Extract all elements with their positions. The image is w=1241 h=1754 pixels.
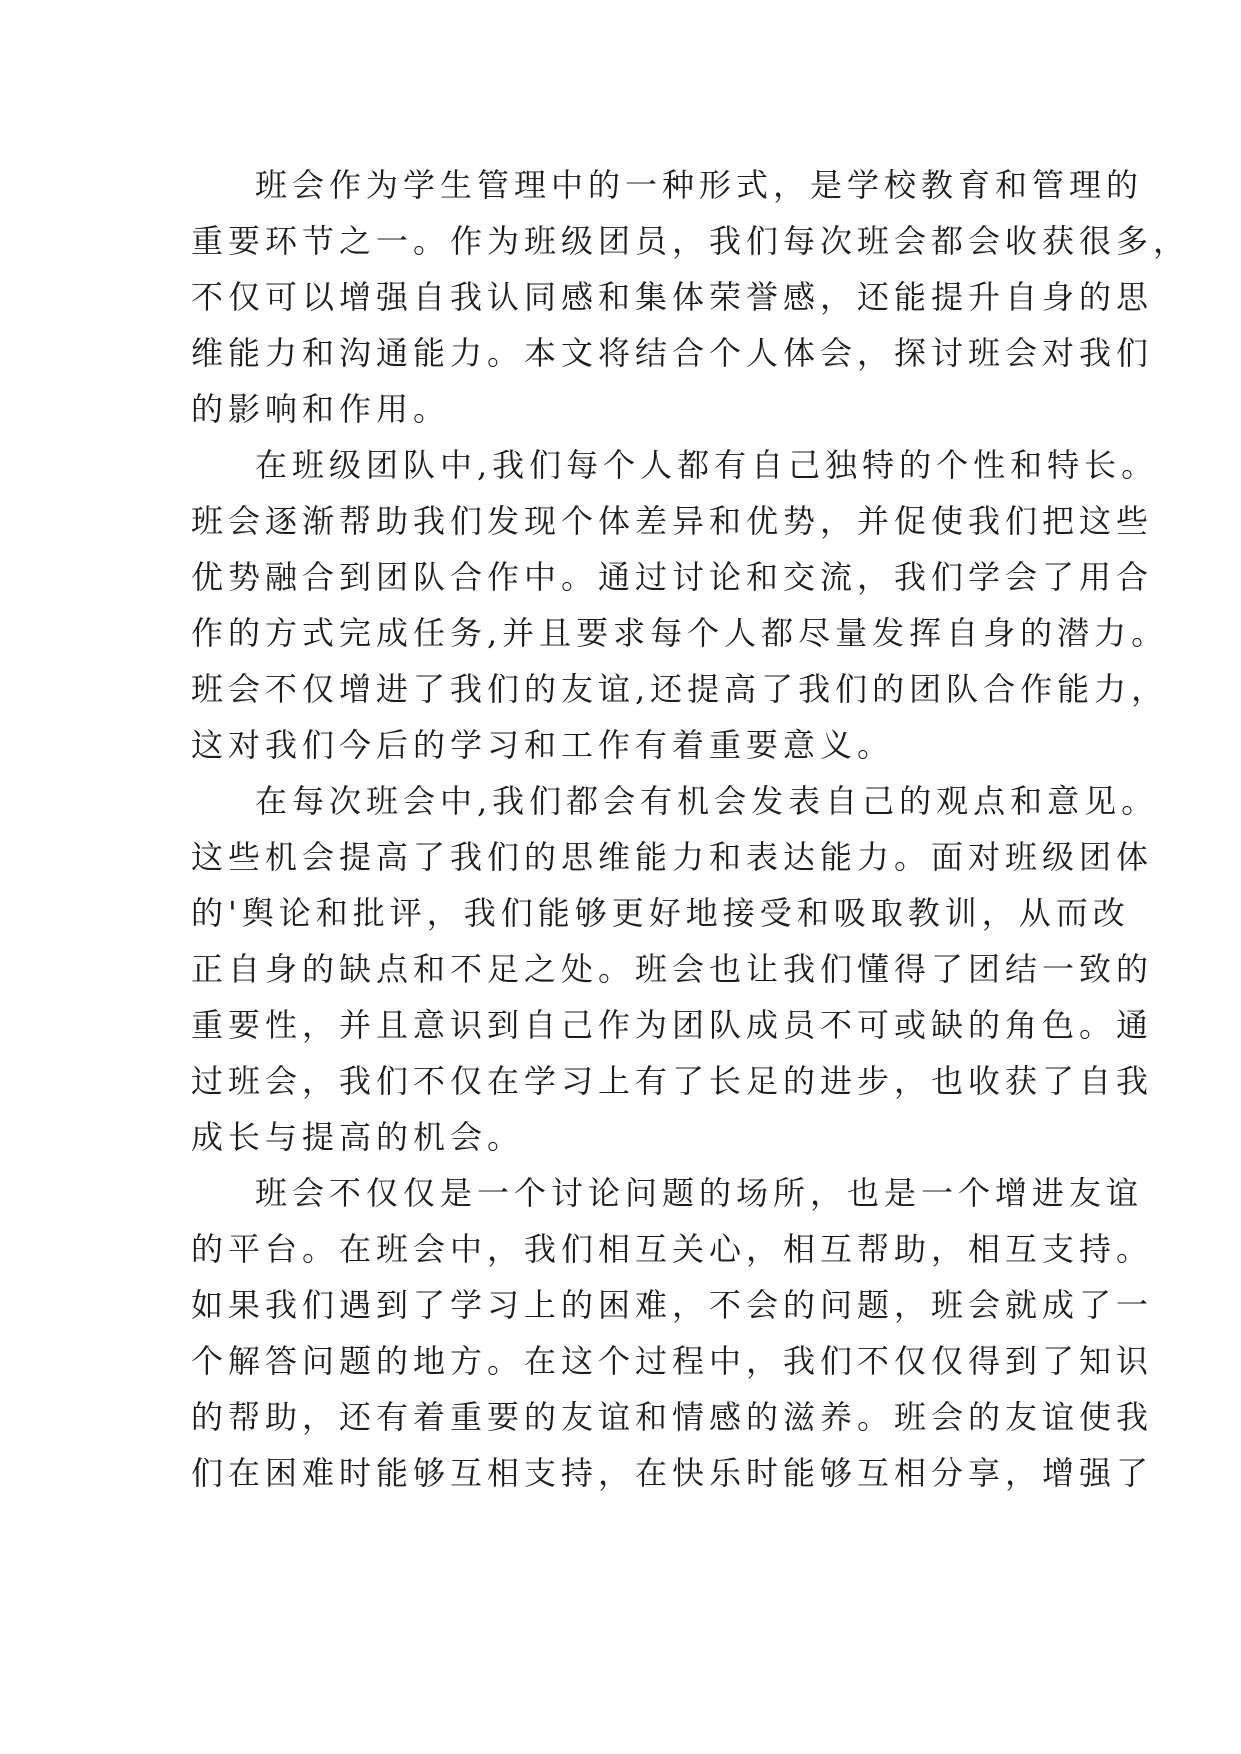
paragraph-3 [191, 773, 1159, 1165]
paragraph-line: 作的方式完成任务,并且要求每个人都尽量发挥自身的潜力。 [191, 614, 1169, 652]
paragraph-line: 的'舆论和批评，我们能够更好地接受和吸取教训，从而改 [191, 894, 1130, 932]
paragraph-line: 在每次班会中,我们都会有机会发表自己的观点和意见。 [255, 782, 1159, 820]
paragraph-line: 重要性，并且意识到自己作为团队成员不可或缺的角色。通 [191, 1006, 1154, 1044]
paragraph-line: 过班会，我们不仅在学习上有了长足的进步，也收获了自我 [191, 1062, 1154, 1100]
paragraph-line: 如果我们遇到了学习上的困难，不会的问题，班会就成了一 [191, 1286, 1154, 1324]
paragraph-line: 个解答问题的地方。在这个过程中，我们不仅仅得到了知识 [191, 1342, 1154, 1380]
paragraph-line: 重要环节之一。作为班级团员，我们每次班会都会收获很多， [191, 222, 1191, 260]
paragraph-line: 们在困难时能够互相支持，在快乐时能够互相分享，增强了 [191, 1454, 1154, 1492]
paragraph-line: 的平台。在班会中，我们相互关心，相互帮助，相互支持。 [191, 1230, 1154, 1268]
paragraph-line: 在班级团队中,我们每个人都有自己独特的个性和特长。 [255, 446, 1159, 484]
paragraph-line: 正自身的缺点和不足之处。班会也让我们懂得了团结一致的 [191, 950, 1154, 988]
paragraph-line: 成长与提高的机会。 [191, 1118, 525, 1156]
paragraph-4 [191, 1165, 1154, 1501]
paragraph-line: 班会逐渐帮助我们发现个体差异和优势，并促使我们把这些 [191, 502, 1154, 540]
paragraph-line: 班会不仅增进了我们的友谊,还提高了我们的团队合作能力， [191, 670, 1169, 708]
paragraph-line: 维能力和沟通能力。本文将结合个人体会，探讨班会对我们 [191, 334, 1154, 372]
paragraph-1 [191, 157, 1191, 437]
document-body [191, 157, 1191, 1501]
paragraph-line: 的影响和作用。 [191, 390, 451, 428]
paragraph-line: 班会不仅仅是一个讨论问题的场所，也是一个增进友谊 [255, 1174, 1144, 1212]
paragraph-line: 班会作为学生管理中的一种形式，是学校教育和管理的 [255, 166, 1144, 204]
paragraph-line: 这对我们今后的学习和工作有着重要意义。 [191, 726, 895, 764]
paragraph-2 [191, 437, 1169, 773]
paragraph-line: 优势融合到团队合作中。通过讨论和交流，我们学会了用合 [191, 558, 1154, 596]
paragraph-line: 这些机会提高了我们的思维能力和表达能力。面对班级团体 [191, 838, 1154, 876]
paragraph-line: 不仅可以增强自我认同感和集体荣誉感，还能提升自身的思 [191, 278, 1154, 316]
paragraph-line: 的帮助，还有着重要的友谊和情感的滋养。班会的友谊使我 [191, 1398, 1154, 1436]
